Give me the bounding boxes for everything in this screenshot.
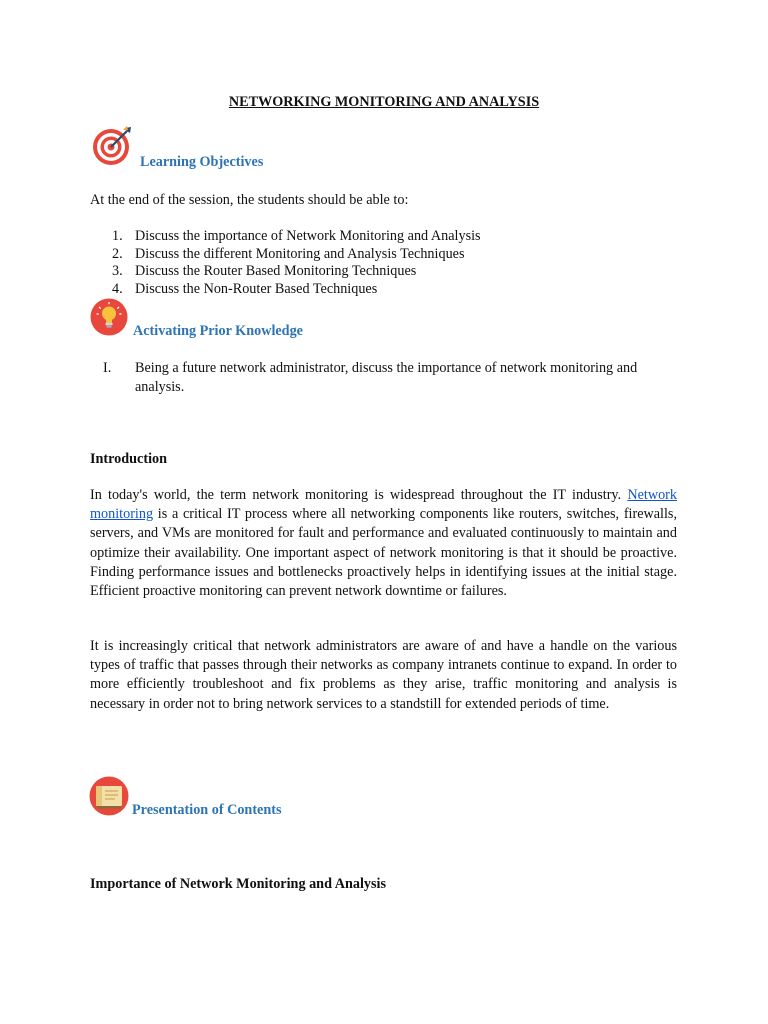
network-monitoring-link[interactable]: Network monitoring xyxy=(90,487,677,523)
introduction-heading: Introduction xyxy=(90,451,167,467)
list-item: 3. Discuss the Router Based Monitoring Techniques xyxy=(112,263,417,280)
lightbulb-icon xyxy=(90,298,128,336)
list-item: 1. Discuss the importance of Network Monitoring and Analysis xyxy=(112,228,481,244)
objectives-list xyxy=(90,228,680,298)
prior-knowledge-item-text: Being a future network administrator, discuss the importance of network monitoring and analysis. xyxy=(135,360,638,396)
list-item: 4. Discuss the Non-Router Based Techniques xyxy=(112,280,378,297)
book-icon xyxy=(89,776,129,816)
prior-knowledge-item-number: I. xyxy=(103,360,112,376)
introduction-paragraph-1: In today's world, the term network monitoring is widespread throughout the IT industry. Network monitoring is a critical IT process where all networking components like routers, switches, firewalls, servers, and VMs are monitored for fault and performance and evaluated continuously to maintain and optimize their availability. One important aspect of network monitoring is that it should be proactive. Finding performance issues and bottlenecks proactively helps in identifying issues at the initial stage. Efficient proactive monitoring can prevent network downtime or failures. xyxy=(90,487,677,600)
target-icon xyxy=(92,125,134,167)
learning-objectives-heading: Learning Objectives xyxy=(140,154,264,170)
objectives-intro: At the end of the session, the students should be able to: xyxy=(90,192,409,208)
importance-subheading: Importance of Network Monitoring and Analysis xyxy=(90,876,386,892)
list-item: 2. Discuss the different Monitoring and Analysis Techniques xyxy=(112,245,465,262)
presentation-heading: Presentation of Contents xyxy=(132,802,282,818)
prior-knowledge-heading: Activating Prior Knowledge xyxy=(133,323,303,339)
introduction-paragraph-2: It is increasingly critical that network administrators are aware of and have a handle on the various types of traffic that passes through their networks as company intranets continue to expand. In order to more efficiently troubleshoot and fix problems as they arise, traffic monitoring and analysis is necessary in order not to bring network services to a standstill for extended periods of time. xyxy=(90,638,677,712)
page-title: NETWORKING MONITORING AND ANALYSIS xyxy=(228,94,540,110)
